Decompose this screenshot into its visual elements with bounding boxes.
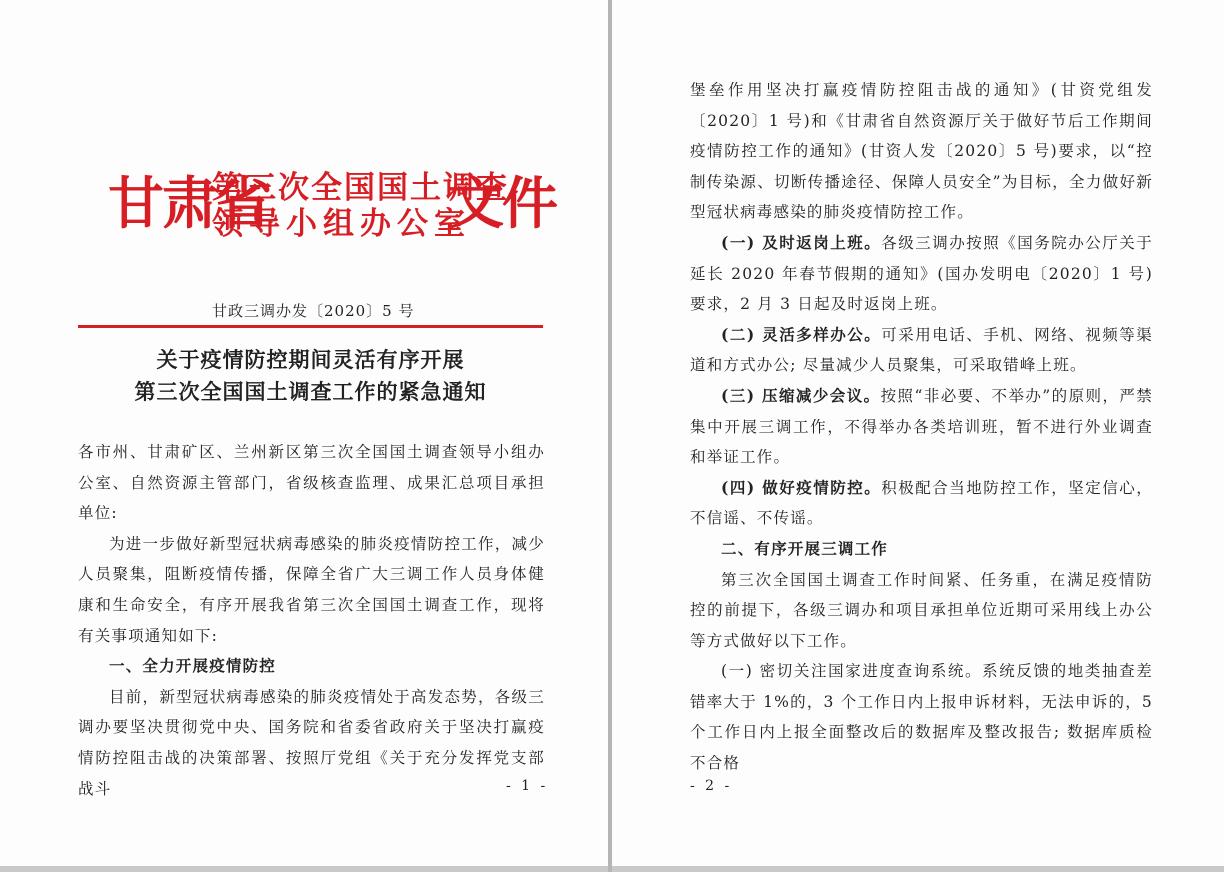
title-line-2: 第三次全国国土调查工作的紧急通知 [134,379,487,404]
header-document: 文件 [448,171,556,237]
page-2 [612,0,1224,866]
item-2 [690,320,1153,381]
item-3 [690,381,1153,473]
header-office-line1: 第三次全国国土调查 [212,170,509,206]
item-4-text: 积极配合当地防控工作，坚定信心，不信谣、不传谣。 [690,478,1154,528]
item-2-label: (二) 灵活多样办公。 [721,324,882,344]
section-1-paragraph: 目前，新型冠状病毒感染的肺炎疫情处于高发态势，各级三调办要坚决贯彻党中央、国务院和省委省政府关于坚决打赢疫情防控阻击战的决策部署、按照厅党组《关于充分发挥党支部战斗 [78,687,545,798]
recipients: 各市州、甘肃矿区、兰州新区第三次全国国土调查领导小组办公室、自然资源主管部门，省级核查监理、成果汇总项目承担单位: [78,443,545,523]
item-2-text: 可采用电话、手机、网络、视频等渠道和方式办公; 尽量减少人员聚集，可采取错峰上班。 [690,325,1154,375]
item-1-label: (一) 及时返岗上班。 [721,232,882,252]
title-line-1: 关于疫情防控期间灵活有序开展 [156,347,465,372]
page-2-body [690,75,1153,779]
item-4 [690,473,1153,534]
intro-paragraph: 为进一步做好新型冠状病毒感染的肺炎疫情防控工作，减少人员聚集，阻断疫情传播，保障全省广大三调工作人员身体健康和生命安全，有序开展我省第三次全国国土调查工作，现将有关事项通知如下: [78,534,545,645]
item-1 [690,228,1153,320]
subsection-1-paragraph: (一) 密切关注国家进度查询系统。系统反馈的地类抽查差错率大于 1%的，3 个工作日内上报申诉材料，无法申诉的，5 个工作日内上报全面整改后的数据库及整改报告; 数据库质检不合格 [690,662,1153,773]
continuation-paragraph: 堡垒作用坚决打赢疫情防控阻击战的通知》(甘资党组发〔2020〕1 号)和《甘肃省自然资源厅关于做好节后工作期间疫情防控工作的通知》(甘资人发〔2020〕5 号)要求，以“控制传染源、切断传播途径、保障人员安全”为目标，全力做好新型冠状病毒感染的肺炎疫情防控工作。 [690,81,1153,222]
item-1-text: 各级三调办按照《国务院办公厅关于延长 2020 年春节假期的通知》(国办发明电〔2020〕1 号)要求，2 月 3 日起及时返岗上班。 [690,233,1154,314]
section-2-heading: 二、有序开展三调工作 [721,538,889,558]
red-divider [78,325,543,328]
item-3-text: 按照“非必要、不举办”的原则，严禁集中开展三调工作，不得举办各类培训班，暂不进行外业调查和举证工作。 [690,386,1154,467]
section-1-heading: 一、全力开展疫情防控 [109,656,277,676]
page-number-1: - 1 - [506,778,549,794]
page-1-body [78,437,545,804]
document-number: 甘政三调办发〔2020〕5 号 [212,302,415,320]
page-number-2: - 2 - [690,778,733,794]
header-office-line2: 领导小组办公室 [212,206,471,242]
item-3-label: (三) 压缩减少会议。 [721,385,881,405]
page-1 [0,0,608,866]
section-2-paragraph: 第三次全国国土调查工作时间紧、任务重，在满足疫情防控的前提下，各级三调办和项目承担单位近期可采用线上办公等方式做好以下工作。 [690,570,1153,650]
header-province: 甘肃省 [108,171,270,237]
item-4-label: (四) 做好疫情防控。 [721,477,882,497]
